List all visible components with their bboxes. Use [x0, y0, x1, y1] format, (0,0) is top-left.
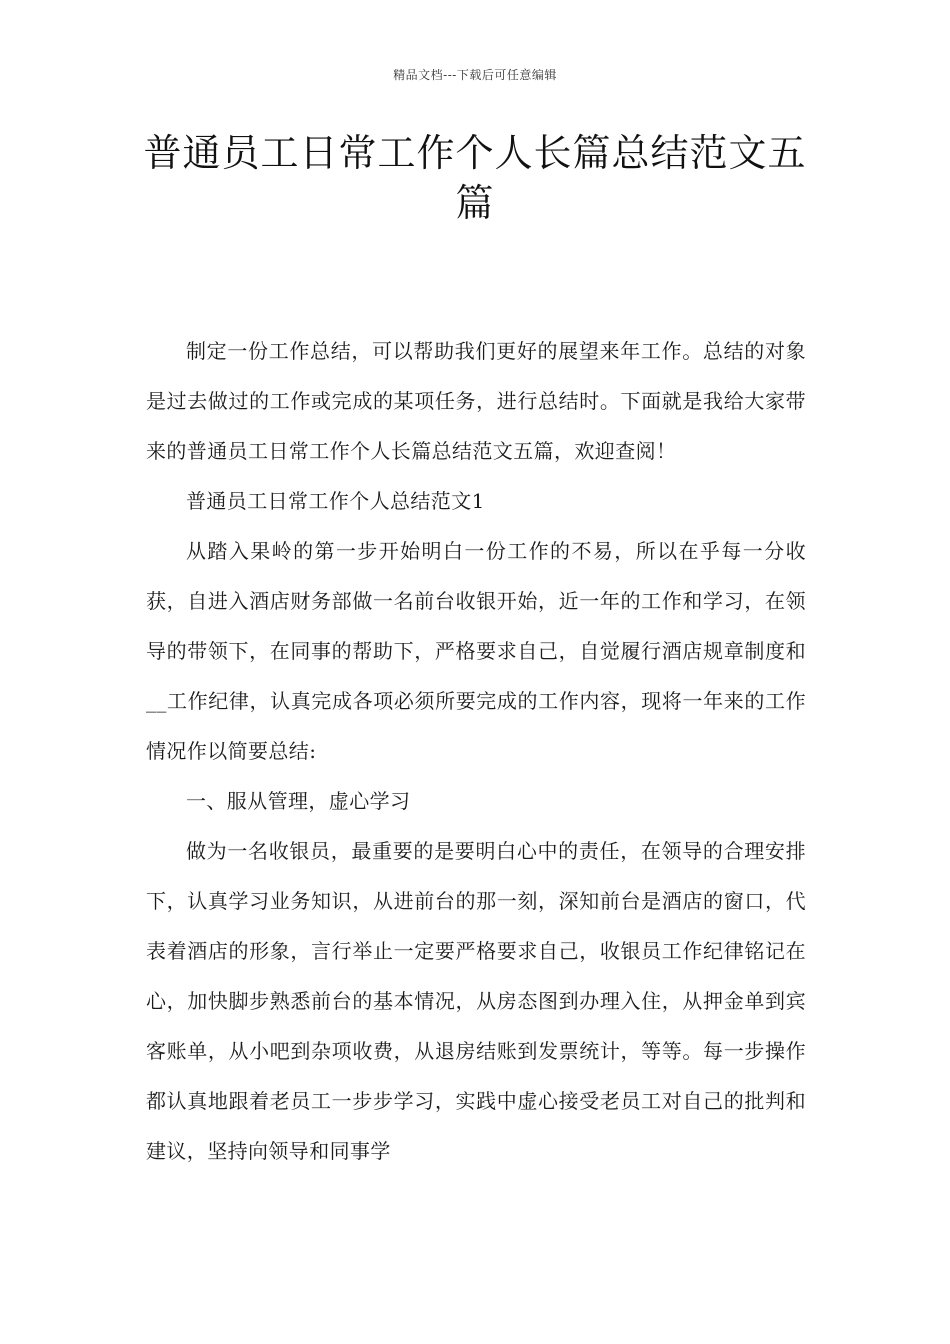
subsection-heading: 一、服从管理，虚心学习 [186, 789, 411, 813]
body-paragraph: 做为一名收银员，最重要的是要明白心中的责任，在领导的合理安排下，认真学习业务知识，从进前台的那一刻，深知前台是酒店的窗口，代表着酒店的形象，言行举止一定要严格要求自己，收银员工作纪律铭记在心，加快脚步熟悉前台的基本情况，从房态图到办理入住，从押金单到宾客账单，从小吧到杂项收费，从退房结账到发票统计，等等。每一步操作都认真地跟着老员工一步步学习，实践中虚心接受老员工对自己的批判和建议，坚持向领导和同事学 [146, 839, 806, 1163]
section-heading-essay-1: 普通员工日常工作个人总结范文1 [186, 489, 485, 513]
body-paragraph: 从踏入果岭的第一步开始明白一份工作的不易，所以在乎每一分收获，自进入酒店财务部做一名前台收银开始，近一年的工作和学习，在领导的带领下，在同事的帮助下，严格要求自己，自觉履行酒店规章制度和__工作纪律，认真完成各项必须所要完成的工作内容，现将一年来的工作情况作以简要总结: [146, 539, 806, 763]
header-note: 精品文档---下载后可任意编辑 [393, 68, 557, 82]
intro-paragraph: 制定一份工作总结，可以帮助我们更好的展望来年工作。总结的对象是过去做过的工作或完成的某项任务，进行总结时。下面就是我给大家带来的普通员工日常工作个人长篇总结范文五篇，欢迎查阅！ [146, 339, 806, 463]
document-body [146, 326, 806, 1176]
document-title: 普通员工日常工作个人长篇总结范文五篇 [143, 131, 807, 225]
